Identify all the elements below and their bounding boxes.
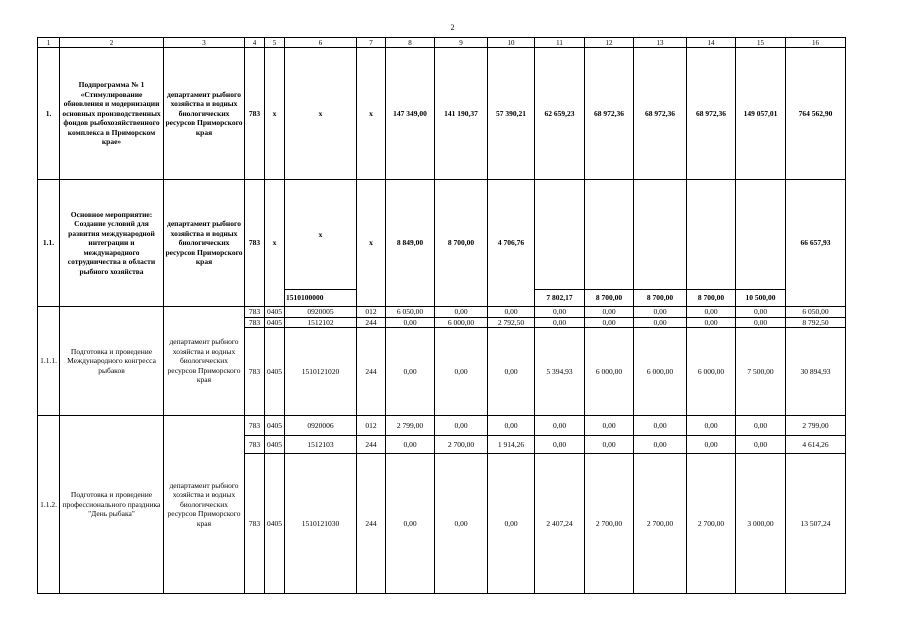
cell: 0,00 <box>585 436 634 454</box>
column-header: 9 <box>435 38 488 48</box>
cell: 2 700,00 <box>634 454 687 594</box>
cell: 0,00 <box>488 328 535 416</box>
executor: департамент рыбного хозяйства и водных биологических ресурсов Приморского края <box>164 416 245 594</box>
cell: 0,00 <box>634 416 687 436</box>
cell: 244 <box>357 328 386 416</box>
column-header: 16 <box>786 38 846 48</box>
cell: 0,00 <box>585 416 634 436</box>
cell: 57 390,21 <box>488 48 535 180</box>
cell: 0,00 <box>736 436 786 454</box>
cell: 2 407,24 <box>535 454 585 594</box>
column-header: 3 <box>164 38 245 48</box>
cell: 0,00 <box>634 317 687 328</box>
cell: 0,00 <box>386 317 435 328</box>
cell: 244 <box>357 454 386 594</box>
cell: 0405 <box>265 307 285 318</box>
item-name: Основное мероприятие: Создание условий для развития международной интеграции и международного сотрудничества в области рыбного хозяйства <box>60 180 164 307</box>
cell: 68 972,36 <box>585 48 634 180</box>
cell: 0,00 <box>535 317 585 328</box>
cell: 764 562,90 <box>786 48 846 180</box>
cell: 68 972,36 <box>687 48 736 180</box>
cell: 0,00 <box>386 436 435 454</box>
column-header: 11 <box>535 38 585 48</box>
column-header: 2 <box>60 38 164 48</box>
cell: 0405 <box>265 328 285 416</box>
cell: 0405 <box>265 454 285 594</box>
cell: 0,00 <box>634 307 687 318</box>
column-header: 6 <box>285 38 357 48</box>
cell: 13 507,24 <box>786 454 846 594</box>
cell: 1510121030 <box>285 454 357 594</box>
column-header: 15 <box>736 38 786 48</box>
cell: 244 <box>357 317 386 328</box>
cell: 783 <box>245 48 265 180</box>
cell: 5 394,93 <box>535 328 585 416</box>
cell: 783 <box>245 317 265 328</box>
row-number: 1.1.1. <box>38 307 60 416</box>
cell: х <box>357 180 386 307</box>
row-number: 1.1.2. <box>38 416 60 594</box>
cell: 8 700,00 <box>585 290 634 307</box>
cell: х <box>357 48 386 180</box>
cell: 0,00 <box>488 454 535 594</box>
cell: 10 500,00 <box>736 290 786 307</box>
column-header: 5 <box>265 38 285 48</box>
cell: 0,00 <box>435 328 488 416</box>
cell: 2 700,00 <box>435 436 488 454</box>
cell: 8 792,50 <box>786 317 846 328</box>
cell: 0,00 <box>736 317 786 328</box>
cell: 012 <box>357 416 386 436</box>
cell: 1 914,26 <box>488 436 535 454</box>
cell: 6 000,00 <box>634 328 687 416</box>
cell: 0,00 <box>634 436 687 454</box>
cell: 3 000,00 <box>736 454 786 594</box>
cell: 141 190,37 <box>435 48 488 180</box>
cell: 8 700,00 <box>634 290 687 307</box>
cell: 7 802,17 <box>535 290 585 307</box>
cell: 1512103 <box>285 436 357 454</box>
cell: 0920005 <box>285 307 357 318</box>
cell: 8 700,00 <box>687 290 736 307</box>
item-name: Подготовка и проведение профессионального праздника "День рыбака" <box>60 416 164 594</box>
cell: 783 <box>245 307 265 318</box>
column-header: 7 <box>357 38 386 48</box>
budget-table <box>37 37 846 594</box>
column-header: 10 <box>488 38 535 48</box>
cell: 1512102 <box>285 317 357 328</box>
cell: 0,00 <box>435 307 488 318</box>
cell: 0,00 <box>736 307 786 318</box>
cell <box>687 180 736 290</box>
cell: 783 <box>245 416 265 436</box>
cell: 8 700,00 <box>435 180 488 307</box>
cell: 0,00 <box>687 436 736 454</box>
cell: х <box>265 180 285 307</box>
cell: 0,00 <box>435 416 488 436</box>
cell: 0920006 <box>285 416 357 436</box>
cell: 6 000,00 <box>585 328 634 416</box>
cell: 6 050,00 <box>386 307 435 318</box>
cell <box>585 180 634 290</box>
cell: 012 <box>357 307 386 318</box>
cell: 2 799,00 <box>386 416 435 436</box>
cell <box>634 180 687 290</box>
cell: 783 <box>245 180 265 307</box>
cell <box>535 180 585 290</box>
executor: департамент рыбного хозяйства и водных биологических ресурсов Приморского края <box>164 307 245 416</box>
row-number: 1.1. <box>38 180 60 307</box>
column-header: 1 <box>38 38 60 48</box>
cell: 0405 <box>265 416 285 436</box>
column-header: 4 <box>245 38 265 48</box>
cell: 0,00 <box>488 416 535 436</box>
cell: 783 <box>245 328 265 416</box>
column-header: 14 <box>687 38 736 48</box>
column-header: 13 <box>634 38 687 48</box>
cell: 2 792,50 <box>488 317 535 328</box>
cell: 0,00 <box>435 454 488 594</box>
cell: 0405 <box>265 317 285 328</box>
table-row <box>38 180 846 290</box>
cell: 783 <box>245 454 265 594</box>
column-header: 8 <box>386 38 435 48</box>
row-number: 1. <box>38 48 60 180</box>
cell: 0,00 <box>687 307 736 318</box>
cell: 0,00 <box>488 307 535 318</box>
cell: 0,00 <box>535 307 585 318</box>
cell: 6 000,00 <box>435 317 488 328</box>
cell: 244 <box>357 436 386 454</box>
table-row <box>38 416 846 436</box>
cell: 2 700,00 <box>687 454 736 594</box>
cell: 149 057,01 <box>736 48 786 180</box>
header-row <box>38 38 846 48</box>
cell: 62 659,23 <box>535 48 585 180</box>
item-name: Подготовка и проведение Международного конгресса рыбаков <box>60 307 164 416</box>
executor: департамент рыбного хозяйства и водных биологических ресурсов Приморского края <box>164 48 245 180</box>
cell: 0,00 <box>585 317 634 328</box>
cell: х <box>285 48 357 180</box>
table-row <box>38 307 846 318</box>
cell: 0,00 <box>687 317 736 328</box>
cell: 4 706,76 <box>488 180 535 307</box>
column-header: 12 <box>585 38 634 48</box>
cell: 0,00 <box>386 328 435 416</box>
cell: 6 050,00 <box>786 307 846 318</box>
cell: 0,00 <box>535 416 585 436</box>
cell: 4 614,26 <box>786 436 846 454</box>
cell: 6 000,00 <box>687 328 736 416</box>
cell: 66 657,93 <box>786 180 846 307</box>
cell: х <box>285 180 357 290</box>
cell: 0,00 <box>535 436 585 454</box>
cell <box>736 180 786 290</box>
table-row <box>38 48 846 180</box>
cell: 147 349,00 <box>386 48 435 180</box>
cell: 8 849,00 <box>386 180 435 307</box>
cell: 2 700,00 <box>585 454 634 594</box>
item-name: Подпрограмма № 1 «Стимулирование обновления и модернизации основных производственных фондов рыбохозяйственного комплекса в Приморском крае» <box>60 48 164 180</box>
cell: 2 799,00 <box>786 416 846 436</box>
cell: 0,00 <box>585 307 634 318</box>
cell: 0,00 <box>386 454 435 594</box>
cell: 0405 <box>265 436 285 454</box>
cell: 1510121020 <box>285 328 357 416</box>
cell: 0,00 <box>687 416 736 436</box>
cell: 30 894,93 <box>786 328 846 416</box>
page-number: 2 <box>450 23 455 32</box>
cell: 68 972,36 <box>634 48 687 180</box>
cell: 1510100000 <box>285 290 357 307</box>
cell: 0,00 <box>736 416 786 436</box>
cell: 7 500,00 <box>736 328 786 416</box>
executor: департамент рыбного хозяйства и водных биологических ресурсов Приморского края <box>164 180 245 307</box>
cell: х <box>265 48 285 180</box>
cell: 783 <box>245 436 265 454</box>
